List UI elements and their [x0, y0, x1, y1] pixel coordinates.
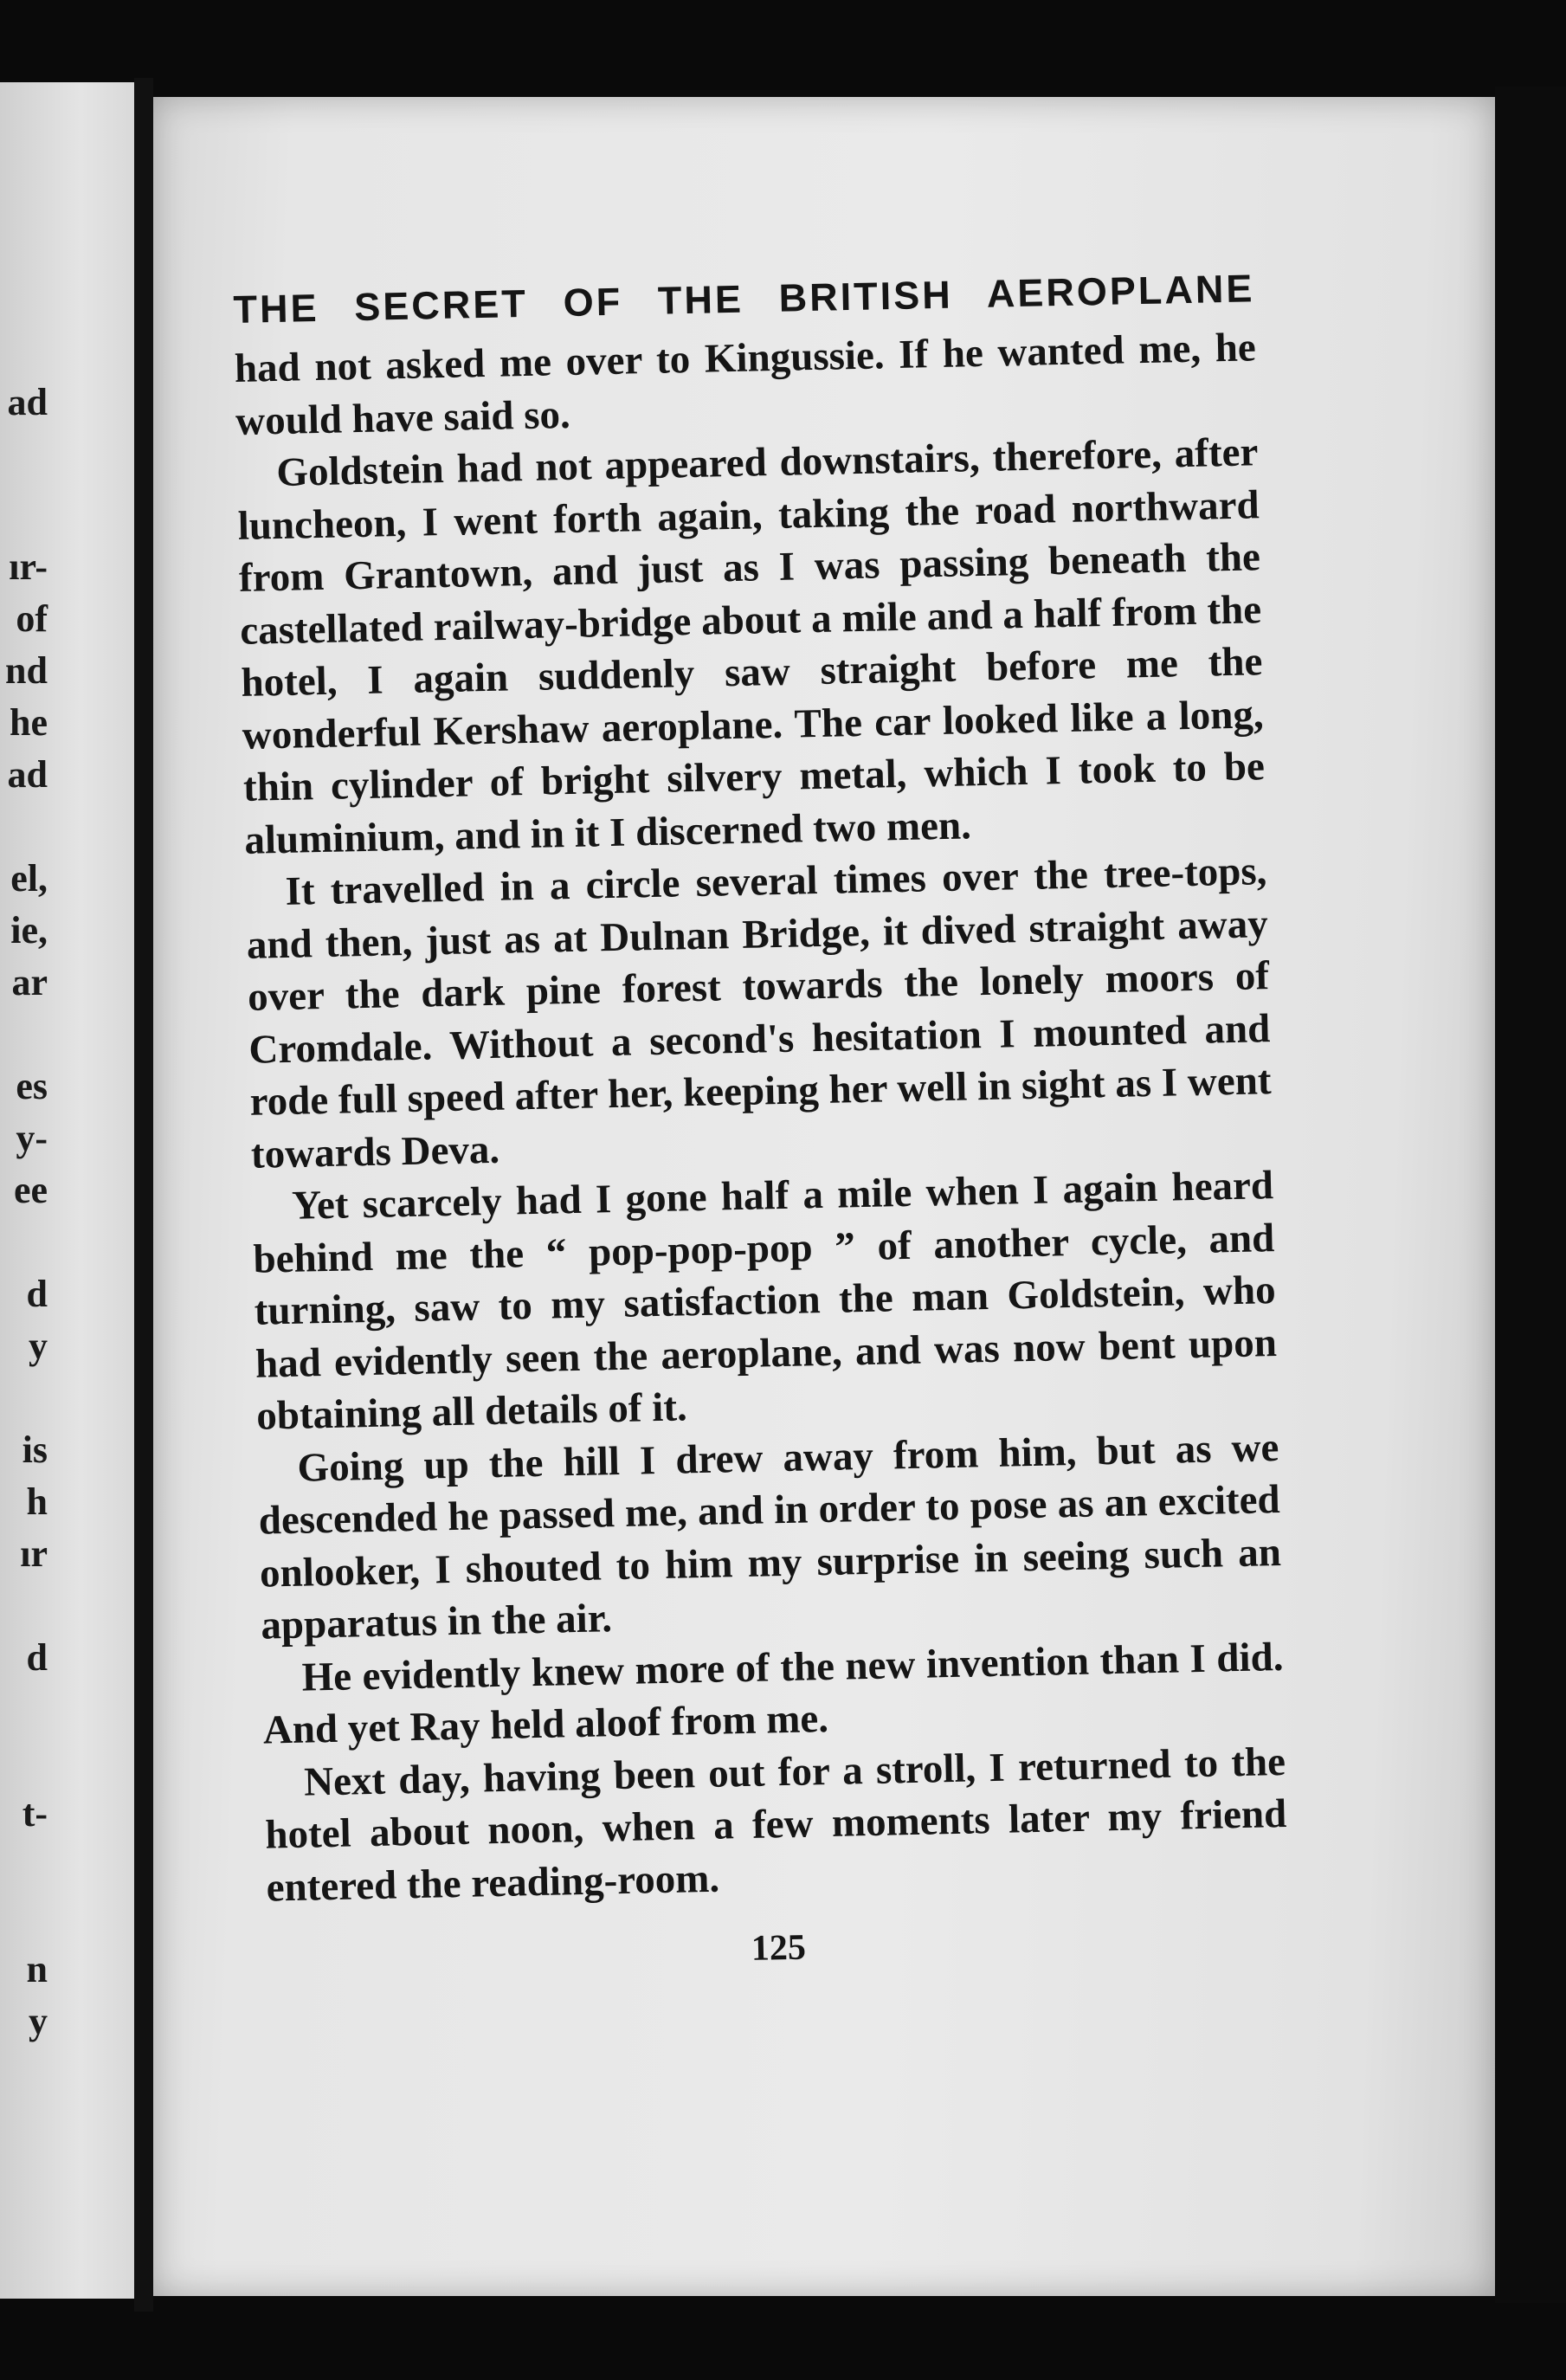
left-fragment: ır	[20, 1532, 48, 1575]
left-fragment: y	[29, 2000, 48, 2042]
paragraph: Goldstein had not appeared downstairs, therefore, after luncheon, I went forth again, taking the road northward from Grantown, and just as I was passing beneath the castellated railway-bridge about a mile and a half from the hotel, I again suddenly saw straight before me the wonderful Kershaw aeroplane. The car looked like a long, thin cylinder of bright silvery metal, which I took to be aluminium, and in it I discerned two men.	[237, 429, 1266, 863]
left-fragment: ad	[7, 753, 48, 796]
left-fragment: n	[26, 1948, 48, 1990]
left-fragment: d	[26, 1273, 48, 1315]
paragraph: Next day, having been out for a stroll, I returned to the hotel about noon, when a few moments later my friend entered the reading-room.	[264, 1738, 1287, 1911]
page-text-block	[233, 266, 1290, 1979]
paragraph: had not asked me over to Kingussie. If he wanted me, he would have said so.	[234, 325, 1257, 444]
left-fragment: d	[26, 1636, 48, 1679]
left-fragment: y-	[16, 1117, 48, 1159]
left-fragment: nd	[5, 649, 48, 692]
left-fragment: y	[29, 1325, 48, 1367]
page-number: 125	[751, 1927, 807, 1969]
left-fragment: ee	[13, 1169, 48, 1211]
book-gutter	[134, 78, 153, 2312]
paragraph: Going up the hill I drew away from him, but as we descended he passed me, and in order to pose as an excited onlooker, I shouted to him my surprise in seeing such an apparatus in the air.	[258, 1424, 1282, 1648]
left-fragment: he	[10, 701, 48, 744]
paragraph: It travelled in a circle several times over the tree-tops, and then, just as at Dulnan Bridge, it dived straight away over the dark pine forest towards the lonely moors of Cromdale. Without a second's hesitation I mounted and rode full speed after her, keeping her well in sight as I went towards Deva.	[246, 848, 1272, 1177]
left-fragment: is	[22, 1429, 48, 1471]
right-scan-edge	[1495, 87, 1566, 2303]
running-head: THE SECRET OF THE BRITISH AEROPLANE	[233, 266, 1255, 332]
left-fragment: h	[26, 1480, 48, 1523]
left-fragment: el,	[10, 857, 48, 900]
body-text	[234, 321, 1288, 1913]
left-fragment: of	[16, 597, 48, 640]
book-page	[153, 97, 1495, 2296]
left-fragment: ad	[7, 381, 48, 423]
left-fragment: ie,	[10, 909, 48, 951]
left-fragment: es	[16, 1065, 48, 1107]
left-facing-page	[0, 82, 134, 2299]
left-fragment: ır-	[9, 545, 48, 588]
left-page-text-fragments	[0, 82, 134, 2299]
paragraph: He evidently knew more of the new invention than I did. And yet Ray held aloof from me.	[262, 1634, 1284, 1753]
paragraph: Yet scarcely had I gone half a mile when I again heard behind me the “ pop-pop-pop ” of another cycle, and turning, saw to my satisfaction the man Goldstein, who had evidently seen the aeroplane, and was now bent upon obtaining all details of it.	[252, 1163, 1278, 1439]
left-fragment: t-	[22, 1792, 48, 1835]
left-fragment: ar	[11, 961, 48, 1003]
